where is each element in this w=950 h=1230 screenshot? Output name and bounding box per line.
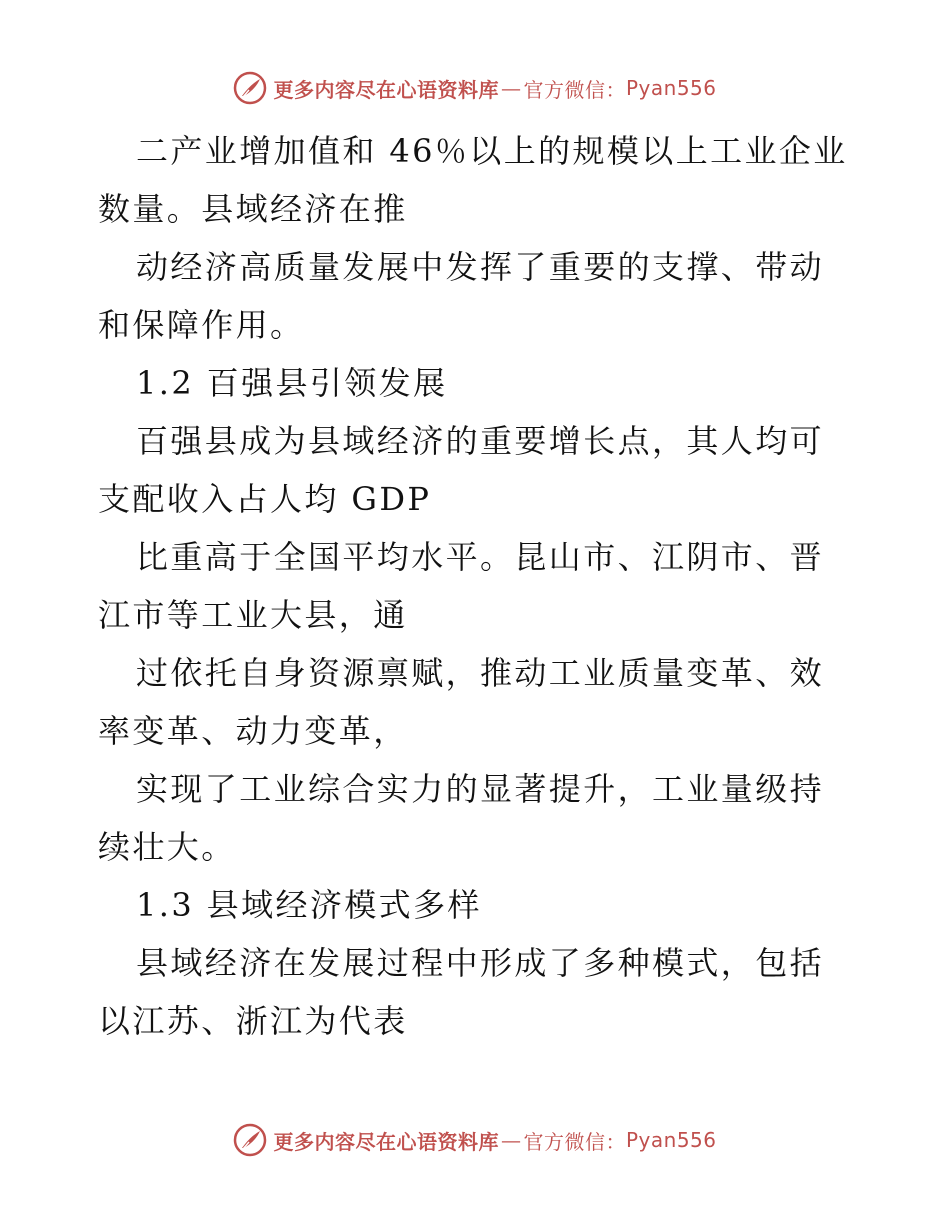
watermark-wechat-label: 官方微信： (523, 1129, 626, 1154)
section-heading-1-3: 1.3 县域经济模式多样 (136, 886, 482, 924)
watermark-separator: — (500, 76, 522, 100)
watermark-wechat-id: Pyan556 (625, 1128, 717, 1152)
section-heading-1-2: 1.2 百强县引领发展 (136, 364, 448, 402)
document-body (98, 122, 858, 1050)
paragraph-4: 比重高于全国平均水平。昆山市、江阴市、晋江市等工业大县，通 (98, 538, 825, 634)
paragraph-5: 过依托自身资源禀赋，推动工业质量变革、效率变革、动力变革， (98, 654, 825, 750)
paragraph-7: 县域经济在发展过程中形成了多种模式，包括以江苏、浙江为代表 (98, 944, 825, 1040)
paragraph-2: 动经济高质量发展中发挥了重要的支撑、带动和保障作用。 (98, 248, 825, 344)
watermark-separator: — (500, 1128, 522, 1152)
watermark-wechat-label: 官方微信： (523, 77, 626, 102)
feather-logo-icon (233, 71, 267, 105)
paragraph-1: 二产业增加值和 46％以上的规模以上工业企业数量。县域经济在推 (98, 132, 848, 228)
paragraph-3: 百强县成为县域经济的重要增长点，其人均可支配收入占人均 GDP (98, 422, 825, 518)
watermark-brand: 更多内容尽在心语资料库 (273, 1129, 499, 1154)
feather-logo-icon (233, 1123, 267, 1157)
footer-watermark (0, 1120, 950, 1160)
header-watermark (0, 68, 950, 108)
watermark-wechat-id: Pyan556 (625, 76, 717, 100)
paragraph-6: 实现了工业综合实力的显著提升，工业量级持续壮大。 (98, 770, 825, 866)
watermark-brand: 更多内容尽在心语资料库 (273, 77, 499, 102)
